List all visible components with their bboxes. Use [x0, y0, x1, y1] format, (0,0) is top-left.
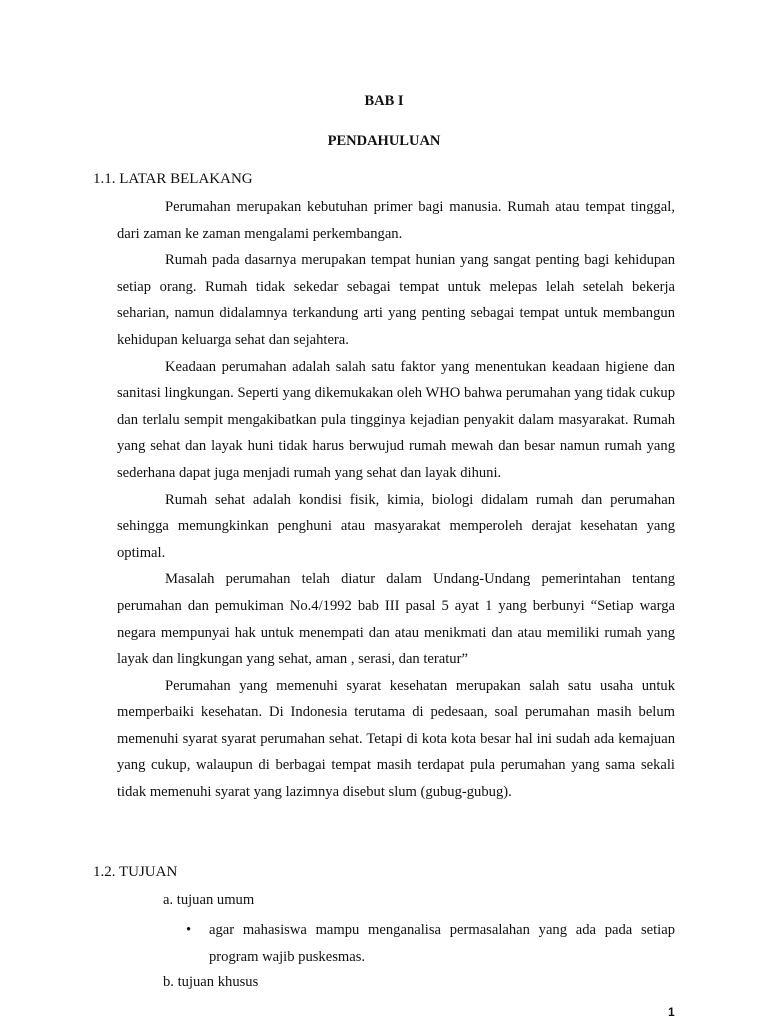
- bullet-list: [186, 917, 675, 970]
- page-number: 1: [668, 1005, 675, 1019]
- section-heading-latar-belakang: 1.1. LATAR BELAKANG: [93, 171, 253, 187]
- paragraph: Perumahan yang memenuhi syarat kesehatan merupakan salah satu usaha untuk memperbaiki kesehatan. Di Indonesia terutama di pedesaan, soal perumahan masih belum memenuhi syarat syarat perumahan sehat. Tetapi di kota kota besar hal ini sudah ada kemajuan yang cukup, walaupun di berbagai tempat masih terdapat pula perumahan yang sama sekali tidak memenuhi syarat yang lazimnya disebut slum (gubug-gubug).: [117, 677, 675, 801]
- paragraph: Keadaan perumahan adalah salah satu faktor yang menentukan keadaan higiene dan sanitasi lingkungan. Seperti yang dikemukakan oleh WHO bahwa perumahan yang tidak cukup dan terlalu sempit mengakibatkan pula tingginya kejadian penyakit dalam masyarakat. Rumah yang sehat dan layak huni tidak harus berwujud rumah mewah dan besar namun rumah yang sederhana dapat juga menjadi rumah yang sehat dan layak dihuni.: [117, 358, 675, 481]
- paragraph: Masalah perumahan telah diatur dalam Undang-Undang pemerintahan tentang perumahan dan pemukiman No.4/1992 bab III pasal 5 ayat 1 yang berbunyi “Setiap warga negara mempunyai hak untuk menempati dan atau menikmati dan atau memiliki rumah yang layak dan lingkungan yang sehat, aman , serasi, dan teratur”: [117, 571, 675, 668]
- chapter-title: PENDAHULUAN: [327, 133, 441, 149]
- bullet-icon: •: [186, 922, 192, 938]
- section-heading-tujuan: 1.2. TUJUAN: [93, 864, 178, 880]
- paragraph: Rumah pada dasarnya merupakan tempat hunian yang sangat penting bagi kehidupan setiap orang. Rumah tidak sekedar sebagai tempat untuk melepas lelah setelah bekerja seharian, namun didalamnya terkandung arti yang penting sebagai tempat untuk membangun kehidupan keluarga sehat dan sejahtera.: [117, 252, 675, 348]
- sub-heading-tujuan-khusus: b. tujuan khusus: [163, 974, 259, 990]
- paragraph: Perumahan merupakan kebutuhan primer bagi manusia. Rumah atau tempat tinggal, dari zaman ke zaman mengalami perkembangan.: [117, 199, 675, 242]
- list-item: agar mahasiswa mampu menganalisa permasalahan yang ada pada setiap program wajib puskesmas.: [209, 922, 675, 965]
- chapter-label: BAB I: [364, 93, 404, 109]
- sub-heading-tujuan-umum: a. tujuan umum: [163, 892, 255, 908]
- paragraph: Rumah sehat adalah kondisi fisik, kimia, biologi didalam rumah dan perumahan sehingga memungkinkan penghuni atau masyarakat memperoleh derajat kesehatan yang optimal.: [117, 491, 675, 561]
- section-body-latar-belakang: [117, 194, 675, 806]
